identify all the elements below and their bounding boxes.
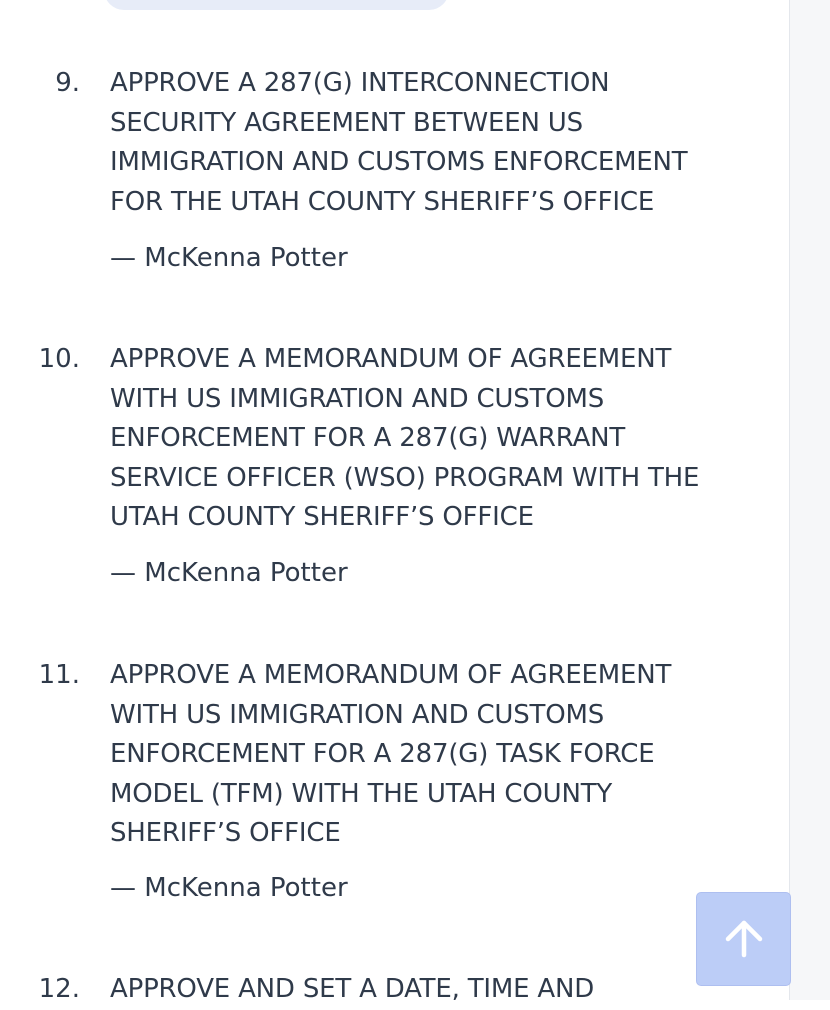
agenda-item-number: 12.: [38, 974, 80, 1004]
agenda-item-number: 9.: [55, 68, 80, 98]
agenda-item-title: APPROVE A MEMORANDUM OF AGREEMENT WITH US IMMIGRATION AND CUSTOMS ENFORCEMENT FOR A 287(G) WARRANT SERVICE OFFICER (WSO) PROGRAM WITH THE UTAH COUNTY SHERIFF’S OFFICE: [110, 344, 700, 532]
agenda-item-title: APPROVE A MEMORANDUM OF AGREEMENT WITH US IMMIGRATION AND CUSTOMS ENFORCEMENT FOR A 287(G) TASK FORCE MODEL (TFM) WITH THE UTAH COUNTY SHERIFF’S OFFICE: [110, 660, 672, 848]
page-scrollbar-track[interactable]: [789, 0, 830, 1000]
agenda-item-presenter: — McKenna Potter: [110, 558, 348, 588]
agenda-item-number: 11.: [38, 660, 80, 690]
agenda-item-presenter: — McKenna Potter: [110, 243, 348, 273]
arrow-up-icon: [722, 917, 766, 961]
back-to-top-button[interactable]: [696, 892, 791, 986]
agenda-item-title: APPROVE AND SET A DATE, TIME AND: [110, 974, 595, 1004]
agenda-item-title: APPROVE A 287(G) INTERCONNECTION SECURITY AGREEMENT BETWEEN US IMMIGRATION AND CUSTOMS ENFORCEMENT FOR THE UTAH COUNTY SHERIFF’S OFFICE: [110, 68, 688, 217]
agenda-item-number: 10.: [38, 344, 80, 374]
agenda-item-presenter: — McKenna Potter: [110, 873, 348, 903]
top-pill-button[interactable]: [104, 0, 449, 10]
